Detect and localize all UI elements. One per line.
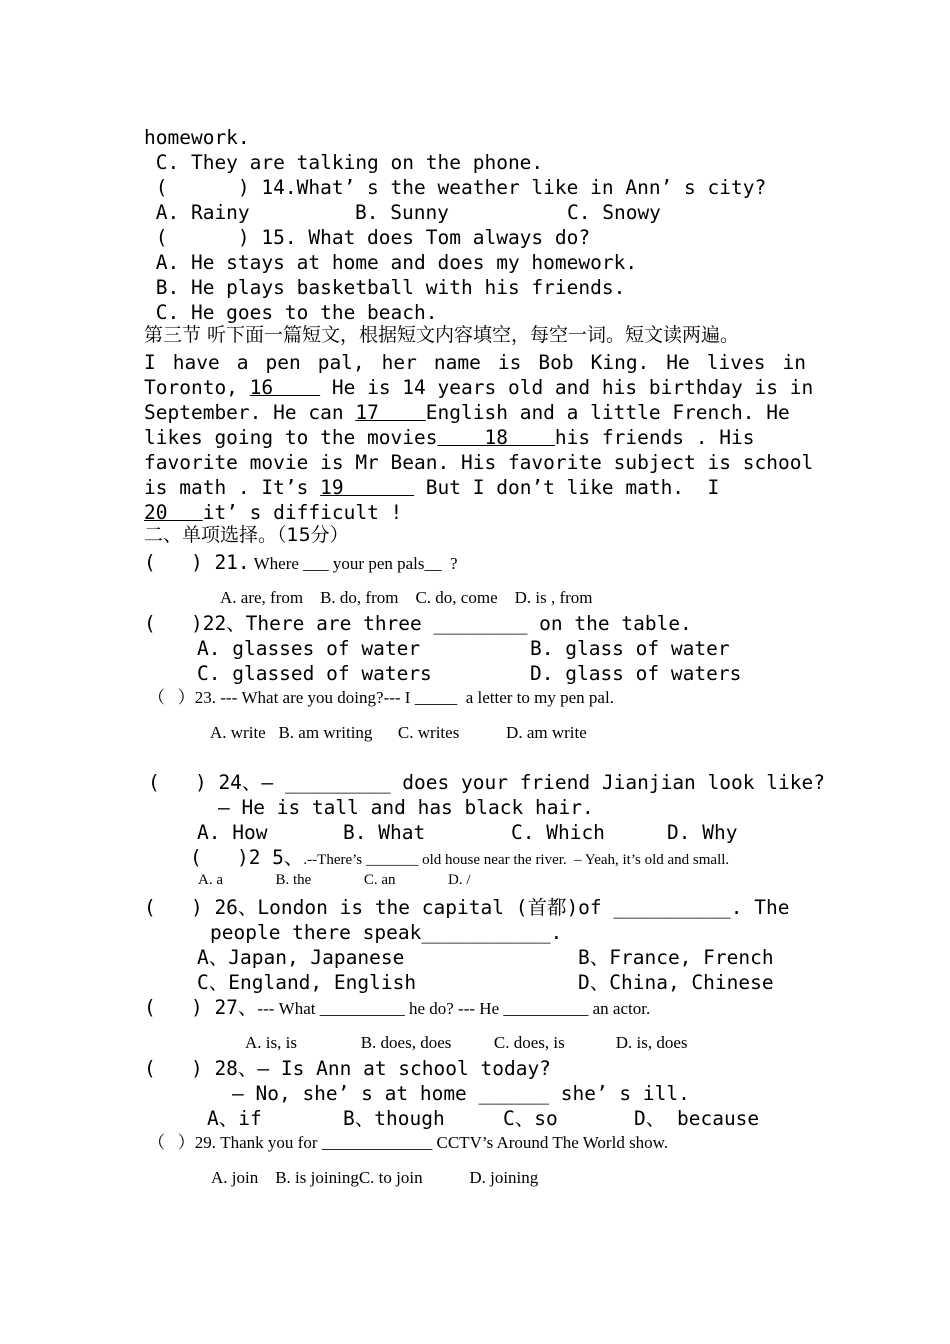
passage-line: favorite movie is Mr Bean. His favorite subject is school xyxy=(144,451,814,474)
options-27: A. is, is B. does, does C. does, is D. is, does xyxy=(245,1033,688,1052)
word: is xyxy=(497,351,522,374)
question-text: .--There’s _______ old house near the river. – Yeah, it’s old and small. xyxy=(303,852,730,868)
option-c: C. They are talking on the phone. xyxy=(144,151,544,174)
option-b: B、France, French xyxy=(578,946,774,969)
passage-line xyxy=(144,378,813,398)
word: I xyxy=(144,351,156,374)
option-c: C、so xyxy=(503,1107,558,1130)
passage-text: Toronto, xyxy=(144,376,250,399)
question-number: ( ) 27、 xyxy=(144,996,258,1019)
option-a: A、Japan, Japanese xyxy=(197,946,405,969)
options-23: A. write B. am writing C. writes D. am write xyxy=(210,723,587,742)
question-23: （ ）23. --- What are you doing?--- I _____ a letter to my pen pal. xyxy=(148,688,614,707)
question-14: ( ) 14.What’ s the weather like in Ann’ s city? xyxy=(144,176,767,199)
passage-line xyxy=(144,503,402,523)
option-c: C. glassed of waters xyxy=(197,662,432,685)
word: have xyxy=(172,351,220,374)
text-line: homework. xyxy=(144,126,250,149)
passage-line xyxy=(144,403,790,423)
question-number: ( )2 5、 xyxy=(190,846,304,869)
blank-19[interactable]: 19 xyxy=(320,476,415,499)
word: a xyxy=(236,351,249,374)
option-c: C、England, English xyxy=(197,971,417,994)
question-29: （ ）29. Thank you for _____________ CCTV’s Around The World show. xyxy=(148,1133,669,1152)
passage-text: English and a little French. He xyxy=(425,401,790,424)
passage-text: is math . It’s xyxy=(144,476,321,499)
option-b: B、though xyxy=(343,1107,445,1130)
word: King. xyxy=(590,351,650,374)
word: lives xyxy=(706,351,766,374)
question-24: ( ) 24、— _________ does your friend Jianjian look like? xyxy=(148,771,825,794)
blank-18[interactable]: 18 xyxy=(437,426,555,449)
option-b: B. He plays basketball with his friends. xyxy=(144,276,626,299)
passage-text: But I don’t like math. I xyxy=(414,476,720,499)
question-26: ( ) 26、London is the capital (首都)of __________. The xyxy=(144,896,790,919)
question-25 xyxy=(190,848,729,868)
part-heading: 二、单项选择。（15分） xyxy=(144,524,349,546)
question-22: ( )22、There are three ________ on the table. xyxy=(144,612,692,635)
passage-text: likes going to the movies xyxy=(144,426,438,449)
option-b: B. glass of water xyxy=(530,637,730,660)
blank-17[interactable]: 17 xyxy=(355,401,426,424)
word: pen xyxy=(265,351,301,374)
passage-text: it’ s difficult ! xyxy=(202,501,403,524)
option-b: B. What xyxy=(343,821,426,844)
question-number: ( ) 21. xyxy=(144,551,250,574)
question-28: ( ) 28、— Is Ann at school today? xyxy=(144,1057,551,1080)
option-d: D、 because xyxy=(634,1107,760,1130)
option-d: D. glass of waters xyxy=(530,662,742,685)
option-a: A. How xyxy=(197,821,268,844)
passage-line xyxy=(144,478,719,498)
option-c: C. He goes to the beach. xyxy=(144,301,438,324)
question-text: --- What __________ he do? --- He __________ an actor. xyxy=(257,999,651,1018)
word: pal, xyxy=(317,351,365,374)
blank-16[interactable]: 16 xyxy=(249,376,321,399)
word: her xyxy=(381,351,417,374)
option-c: C. Snowy xyxy=(567,201,661,224)
option-d: D、China, Chinese xyxy=(578,971,774,994)
option-b: B. Sunny xyxy=(355,201,449,224)
answer-28: — No, she’ s at home ______ she’ s ill. xyxy=(232,1082,690,1105)
passage-text: September. He can xyxy=(144,401,356,424)
options-29: A. join B. is joiningC. to join D. joining xyxy=(211,1168,539,1187)
option-c: C. Which xyxy=(511,821,605,844)
answer-24: — He is tall and has black hair. xyxy=(218,796,594,819)
word: Bob xyxy=(538,351,574,374)
option-a: A. Rainy xyxy=(144,201,250,224)
question-text: Where ___ your pen pals__ ? xyxy=(249,554,458,573)
question-27 xyxy=(144,998,650,1018)
word: in xyxy=(782,351,806,374)
passage-line xyxy=(144,428,755,448)
question-15: ( ) 15. What does Tom always do? xyxy=(144,226,591,249)
options-25: A. a B. the C. an D. / xyxy=(198,872,471,888)
blank-20[interactable]: 20 xyxy=(144,501,203,524)
option-a: A、if xyxy=(207,1107,262,1130)
passage-text: He is 14 years old and his birthday is in xyxy=(320,376,814,399)
option-d: D. Why xyxy=(667,821,738,844)
word: He xyxy=(666,351,690,374)
options-21: A. are, from B. do, from C. do, come D. is , from xyxy=(220,588,593,607)
option-a: A. glasses of water xyxy=(197,637,421,660)
question-21 xyxy=(144,553,458,573)
question-26-cont: people there speak___________. xyxy=(210,921,563,944)
word: name xyxy=(433,351,481,374)
section-heading: 第三节 听下面一篇短文，根据短文内容填空，每空一词。短文读两遍。 xyxy=(144,324,740,346)
passage-text: his friends . His xyxy=(554,426,755,449)
passage-line xyxy=(144,353,806,373)
option-a: A. He stays at home and does my homework. xyxy=(144,251,638,274)
